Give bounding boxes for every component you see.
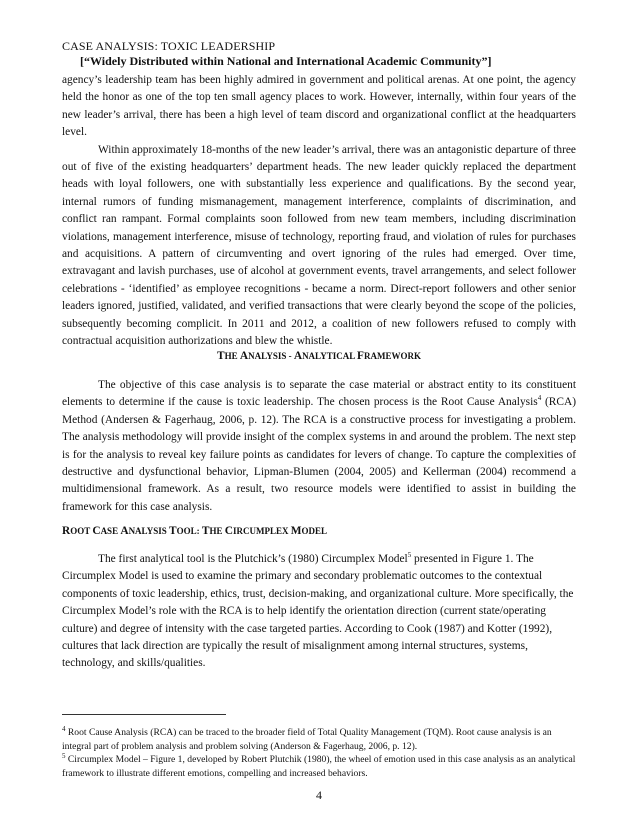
footnote-number: 5 [62, 751, 66, 760]
heading-letter: F [357, 350, 364, 362]
paragraph: agency’s leadership team has been highly admired in government and political arenas. At one point, the agency held the honor as one of the top ten small agency places to work. However, internally, within four years of the new leader’s arrival, there has been a high level of team discord and organizational conflict at the headquarters level. [62, 74, 576, 139]
footnote [62, 726, 576, 753]
intro-text [62, 72, 576, 351]
running-header: CASE ANALYSIS: TOXIC LEADERSHIP [62, 39, 276, 53]
footnote [62, 753, 576, 780]
heading-smallcaps: NALYTICAL [302, 351, 357, 361]
circumplex-text [62, 551, 576, 673]
paragraph [62, 377, 576, 516]
footnote-ref: 5 [407, 551, 412, 560]
heading-smallcaps: RAMEWORK [363, 351, 421, 361]
heading-smallcaps: ODEL [301, 526, 328, 536]
paragraph-text: (RCA) Method (Andersen & Fagerhaug, 2006, p. 12). The RCA is a constructive process for investigating a problem. The analysis methodology will provide insight of the complex systems in and around the problem. The next step is for the analysis to reveal key failure points as candidates for levers of change. To capture the complexities of destructive and dysfunctional behavior, Lipman-Blumen (2004, 2005) and Kellerman (2004) recommend a multidimensional framework. As a result, two resource models were identified to assist in building the framework for this case analysis. [62, 396, 576, 513]
heading-smallcaps: IRCUMPLEX [233, 526, 291, 536]
heading-letter: C [224, 525, 233, 537]
page-number: 4 [316, 788, 322, 802]
heading-letter: T [217, 350, 225, 362]
footnote-divider [62, 714, 226, 715]
footnote-ref: 4 [537, 394, 542, 403]
running-subheader: [“Widely Distributed within National and International Academic Community”] [80, 54, 492, 68]
heading-letter: T [169, 525, 177, 537]
heading-letter: M [290, 525, 302, 537]
section-heading-analysis [0, 350, 638, 362]
paragraph-text: The objective of this case analysis is to separate the case material or abstract entity to its constituent elements to determine if the cause is toxic leadership. The chosen process is the Root Cause Analysis [62, 379, 576, 409]
heading-letter: A [239, 350, 249, 362]
heading-letter: T [201, 525, 210, 537]
footnote-text: Root Cause Analysis (RCA) can be traced to the broader field of Total Quality Management (TQM). Root cause analysis is an integral part of problem analysis and problem solving (Anderson & Fagerhaug, 2006, p. 12). [62, 727, 552, 752]
footnote-text: Circumplex Model – Figure 1, developed by Robert Plutchik (1980), the wheel of emotion used in this case analysis as an analytical framework to illustrate different emotions, compelling and increased behaviors. [62, 754, 576, 779]
heading-smallcaps: OOL: [176, 526, 202, 536]
heading-letter: R [62, 525, 71, 537]
heading-letter: A [293, 350, 303, 362]
paragraph-text: presented in Figure 1. The Circumplex Model is used to examine the primary and secondary problematic outcomes to the contextual components of toxic leadership, ethics, trust, decision-making, and organizational culture. More specifically, the Circumplex Model’s role with the RCA is to help identify the orientation direction (current state/operating culture) and degree of intensity with the case targeted parties. According to Cook (1987) and Kotter (1992), cultures that lack direction are typically the result of misalignment among internal structures, systems, technology, and skills/qualities. [62, 553, 574, 670]
analysis-text [62, 377, 576, 516]
heading-letter: A [120, 525, 129, 537]
heading-smallcaps: NALYSIS [128, 526, 170, 536]
heading-letter: C [92, 525, 101, 537]
heading-smallcaps: HE [224, 351, 240, 361]
section-heading-rca-tool [62, 525, 327, 537]
heading-smallcaps: ASE [100, 526, 121, 536]
paragraph-text: The first analytical tool is the Plutchick’s (1980) Circumplex Model [98, 553, 408, 565]
paragraph [62, 551, 576, 673]
heading-smallcaps: OOT [70, 526, 93, 536]
heading-smallcaps: HE [209, 526, 225, 536]
footnote-number: 4 [62, 724, 66, 733]
paragraph: Within approximately 18-months of the new leader’s arrival, there was an antagonistic departure of three out of five of the existing headquarters’ department heads. The new leader quickly replaced the department heads with loyal followers, one with substantially less experience and qualifications. By the second year, internal rumors of funding mismanagement, management interference, complaints of discrimination, and conflict ran rampant. Formal complaints soon followed from new team members, including discrimination violations, management interference, misuse of technology, reporting fraud, and violation of rules for purchases and acquisitions. A pattern of circumventing and overt ignoring of the rules had emerged. Over time, extravagant and lavish purchases, use of alcohol at government events, travel arrangements, and select follower celebrations - ‘identified’ as employee recognitions - became a norm. Direct-report followers and other senior leaders ignored, justified, validated, and verified transactions that were clearly beyond the scope of the policies, subsequently becoming complicit. In 2011 and 2012, a coalition of new followers refused to comply with contractual acquisition authorizations and blew the whistle. [62, 143, 576, 348]
heading-smallcaps: NALYSIS - [248, 351, 294, 361]
